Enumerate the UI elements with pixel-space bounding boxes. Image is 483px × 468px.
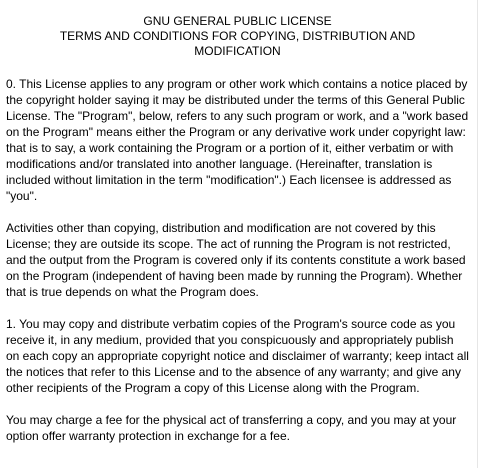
license-paragraph-fee: You may charge a fee for the physical act of transferring a copy, and you may at your option offer warranty protection in exchange for a fee. [6, 413, 457, 443]
license-paragraph-0: 0. This License applies to any program or other work which contains a notice placed by the copyright holder saying it may be distributed under the terms of this General Public License. The "Program", below, refers to any such program or work, and a "work based on the Program" means either the Program or any derivative work under copyright law: that is to say, a work containing the Program or a portion of it, either verbatim or with modifications and/or translated into another language. (Hereinafter, translation is included without limitation in the term "modification".) Each licensee is addressed as "you". [6, 77, 469, 203]
scrollbar-edge[interactable] [477, 0, 483, 468]
license-subtitle-line2: MODIFICATION [194, 44, 281, 58]
license-title: GNU GENERAL PUBLIC LICENSE [143, 14, 332, 28]
license-subtitle-line1: TERMS AND CONDITIONS FOR COPYING, DISTRIBUTION AND [59, 29, 416, 43]
license-heading [6, 14, 469, 59]
license-paragraph-1: 1. You may copy and distribute verbatim copies of the Program's source code as you receive it, in any medium, provided that you conspicuously and appropriately publish on each copy an appropriate copyright notice and disclaimer of warranty; keep intact all the notices that refer to this License and to the absence of any warranty; and give any other recipients of the Program a copy of this License along with the Program. [6, 317, 469, 395]
license-paragraph-activities: Activities other than copying, distribution and modification are not covered by this License; they are outside its scope. The act of running the Program is not restricted, and the output from the Program is covered only if its contents constitute a work based on the Program (independent of having been made by running the Program). Whether that is true depends on what the Program does. [6, 221, 466, 299]
